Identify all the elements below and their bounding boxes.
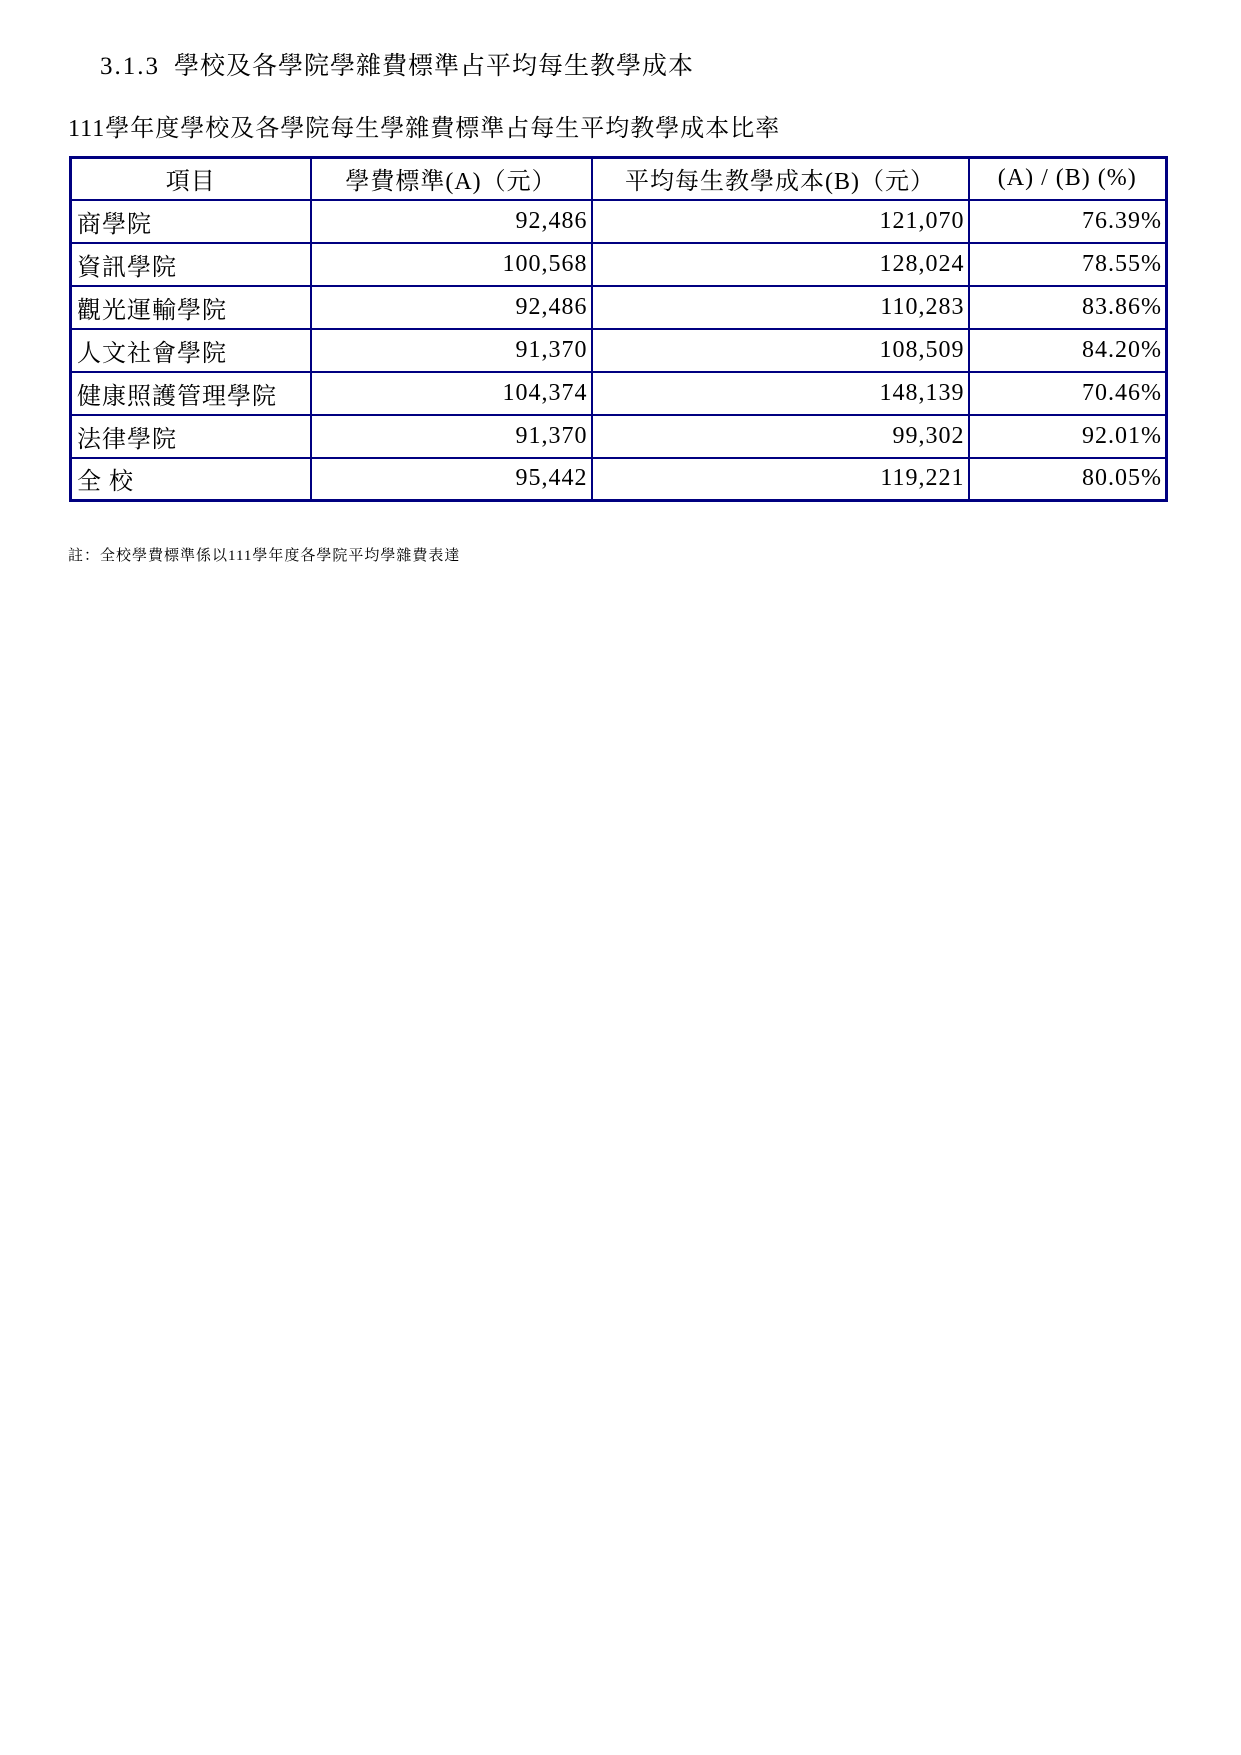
section-number: 3.1.3 [100,53,160,80]
cell-ratio: 76.39% [969,200,1167,243]
table-row [71,243,1167,286]
column-header-tuition-standard: 學費標準(A)（元） [311,158,592,200]
table-header [71,158,1167,200]
cell-ratio: 78.55% [969,243,1167,286]
cell-avg-cost: 148,139 [592,372,969,415]
cell-tuition-standard: 91,370 [311,415,592,458]
section-title: 學校及各學院學雜費標準占平均每生教學成本 [174,53,695,80]
column-header-item: 項目 [71,158,311,200]
cell-avg-cost: 119,221 [592,458,969,501]
table-caption: 111學年度學校及各學院每生學雜費標準占每生平均教學成本比率 [68,116,781,142]
column-header-avg-teaching-cost: 平均每生教學成本(B)（元） [592,158,969,200]
cell-college-name: 人文社會學院 [71,329,311,372]
table-body [71,200,1167,501]
cell-avg-cost: 128,024 [592,243,969,286]
cell-avg-cost: 121,070 [592,200,969,243]
cell-avg-cost: 108,509 [592,329,969,372]
section-heading [100,52,1241,82]
cell-ratio: 84.20% [969,329,1167,372]
cell-college-name: 商學院 [71,200,311,243]
cell-tuition-standard: 100,568 [311,243,592,286]
header-row [71,158,1167,200]
cell-tuition-standard: 104,374 [311,372,592,415]
footnote: 註：全校學費標準係以111學年度各學院平均學雜費表達 [68,548,461,564]
cell-tuition-standard: 92,486 [311,200,592,243]
cell-college-name: 健康照護管理學院 [71,372,311,415]
table-row [71,372,1167,415]
cell-tuition-standard: 92,486 [311,286,592,329]
table-row [71,458,1167,501]
cell-ratio: 92.01% [969,415,1167,458]
table-row [71,415,1167,458]
cell-tuition-standard: 95,442 [311,458,592,501]
cell-college-name: 觀光運輸學院 [71,286,311,329]
table-row [71,329,1167,372]
cell-tuition-standard: 91,370 [311,329,592,372]
cell-avg-cost: 99,302 [592,415,969,458]
column-header-ratio: (A) / (B) (%) [969,158,1167,200]
table-row [71,200,1167,243]
cell-ratio: 83.86% [969,286,1167,329]
cell-ratio: 80.05% [969,458,1167,501]
table-row [71,286,1167,329]
cell-college-name: 全 校 [71,458,311,501]
cell-ratio: 70.46% [969,372,1167,415]
cost-ratio-table [69,156,1168,502]
cell-college-name: 法律學院 [71,415,311,458]
cell-college-name: 資訊學院 [71,243,311,286]
cell-avg-cost: 110,283 [592,286,969,329]
